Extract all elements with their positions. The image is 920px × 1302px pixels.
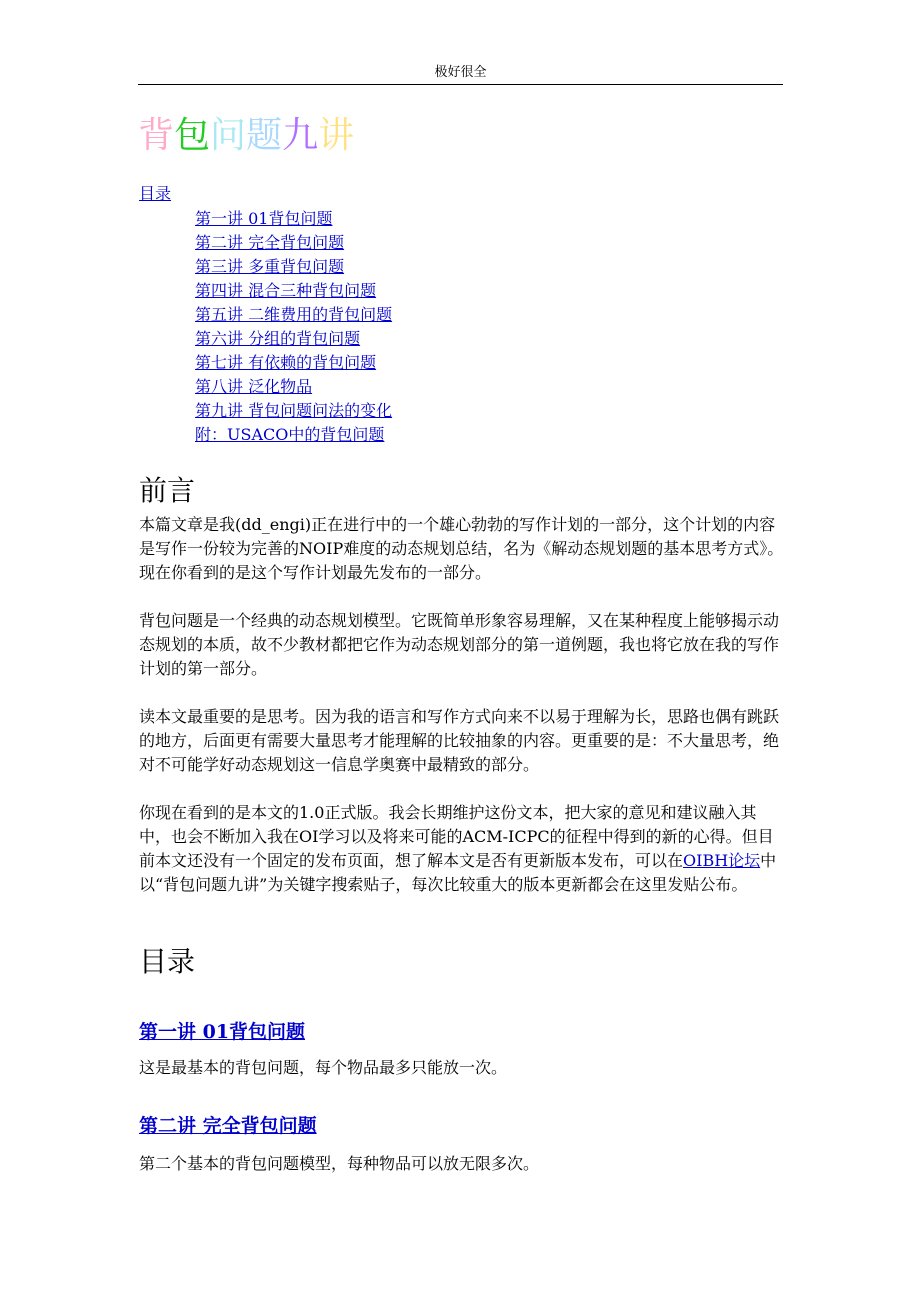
toc-list (195, 207, 392, 447)
toc-link-9[interactable]: 第九讲 背包问题问法的变化 (195, 401, 393, 420)
preface-paragraph-4 (139, 801, 784, 897)
p4-text-after: 中以“背包问题九讲”为关键字搜索贴子，每次比较重大的版本更新都会在这里发贴公布。 (139, 851, 777, 894)
lecture-1-link[interactable]: 第一讲 01背包问题 (139, 1021, 306, 1043)
preface-heading: 前言 (139, 474, 196, 507)
title-char: 题 (246, 115, 283, 156)
toc-link-4[interactable]: 第四讲 混合三种背包问题 (195, 281, 377, 300)
lecture-1-heading (139, 1019, 305, 1045)
toc-item (195, 231, 392, 255)
toc-link-appendix[interactable]: 附：USACO中的背包问题 (195, 425, 385, 444)
preface-paragraph-2: 背包问题是一个经典的动态规划模型。它既简单形象容易理解，又在某种程度上能够揭示动态规划的本质，故不少教材都把它作为动态规划部分的第一道例题，我也将它放在我的写作计划的第一部分。 (139, 611, 780, 678)
toc-link-1[interactable]: 第一讲 01背包问题 (195, 209, 333, 228)
toc-link-7[interactable]: 第七讲 有依赖的背包问题 (195, 353, 377, 372)
title-char: 背 (138, 115, 175, 156)
title-char: 包 (174, 115, 211, 156)
toc-item (195, 423, 392, 447)
lecture-1-description: 这是最基本的背包问题，每个物品最多只能放一次。 (139, 1058, 508, 1077)
toc-link-2[interactable]: 第二讲 完全背包问题 (195, 233, 345, 252)
toc-item (195, 303, 392, 327)
title-char: 九 (282, 115, 319, 156)
oibh-forum-link[interactable]: OIBH论坛 (683, 851, 761, 870)
toc-item (195, 255, 392, 279)
preface-paragraph-1: 本篇文章是我(dd_engi)正在进行中的一个雄心勃勃的写作计划的一部分，这个计划的内容是写作一份较为完善的NOIP难度的动态规划总结，名为《解动态规划题的基本思考方式》。现在你看到的是这个写作计划最先发布的一部分。 (139, 515, 784, 582)
toc-item (195, 399, 392, 423)
page-header (138, 64, 783, 85)
toc-link-3[interactable]: 第三讲 多重背包问题 (195, 257, 345, 276)
preface-paragraph-3: 读本文最重要的是思考。因为我的语言和写作方式向来不以易于理解为长，思路也偶有跳跃的地方，后面更有需要大量思考才能理解的比较抽象的内容。更重要的是：不大量思考，绝对不可能学好动态规划这一信息学奥赛中最精致的部分。 (139, 707, 780, 774)
lecture-2-heading (139, 1113, 317, 1139)
toc-item (195, 279, 392, 303)
toc-link-6[interactable]: 第六讲 分组的背包问题 (195, 329, 361, 348)
contents-heading: 目录 (139, 945, 196, 978)
toc-item (195, 327, 392, 351)
toc-item (195, 207, 392, 231)
document-title (138, 112, 354, 160)
toc-link-5[interactable]: 第五讲 二维费用的背包问题 (195, 305, 393, 324)
lecture-2-description: 第二个基本的背包问题模型，每种物品可以放无限多次。 (139, 1154, 540, 1173)
toc-item (195, 375, 392, 399)
title-char: 问 (210, 115, 247, 156)
header-text: 极好很全 (434, 65, 487, 80)
toc-item (195, 351, 392, 375)
toc-label-link[interactable]: 目录 (139, 184, 172, 203)
p4-text-before: 你现在看到的是本文的1.0正式版。我会长期维护这份文本，把大家的意见和建议融入其中，也会不断加入我在OI学习以及将来可能的ACM-ICPC的征程中得到的新的心得。但目前本文还没有一个固定的发布页面，想了解本文是否有更新版本发布，可以在 (139, 803, 774, 870)
title-char: 讲 (318, 115, 355, 156)
lecture-2-link[interactable]: 第二讲 完全背包问题 (139, 1115, 317, 1137)
toc-link-8[interactable]: 第八讲 泛化物品 (195, 377, 313, 396)
